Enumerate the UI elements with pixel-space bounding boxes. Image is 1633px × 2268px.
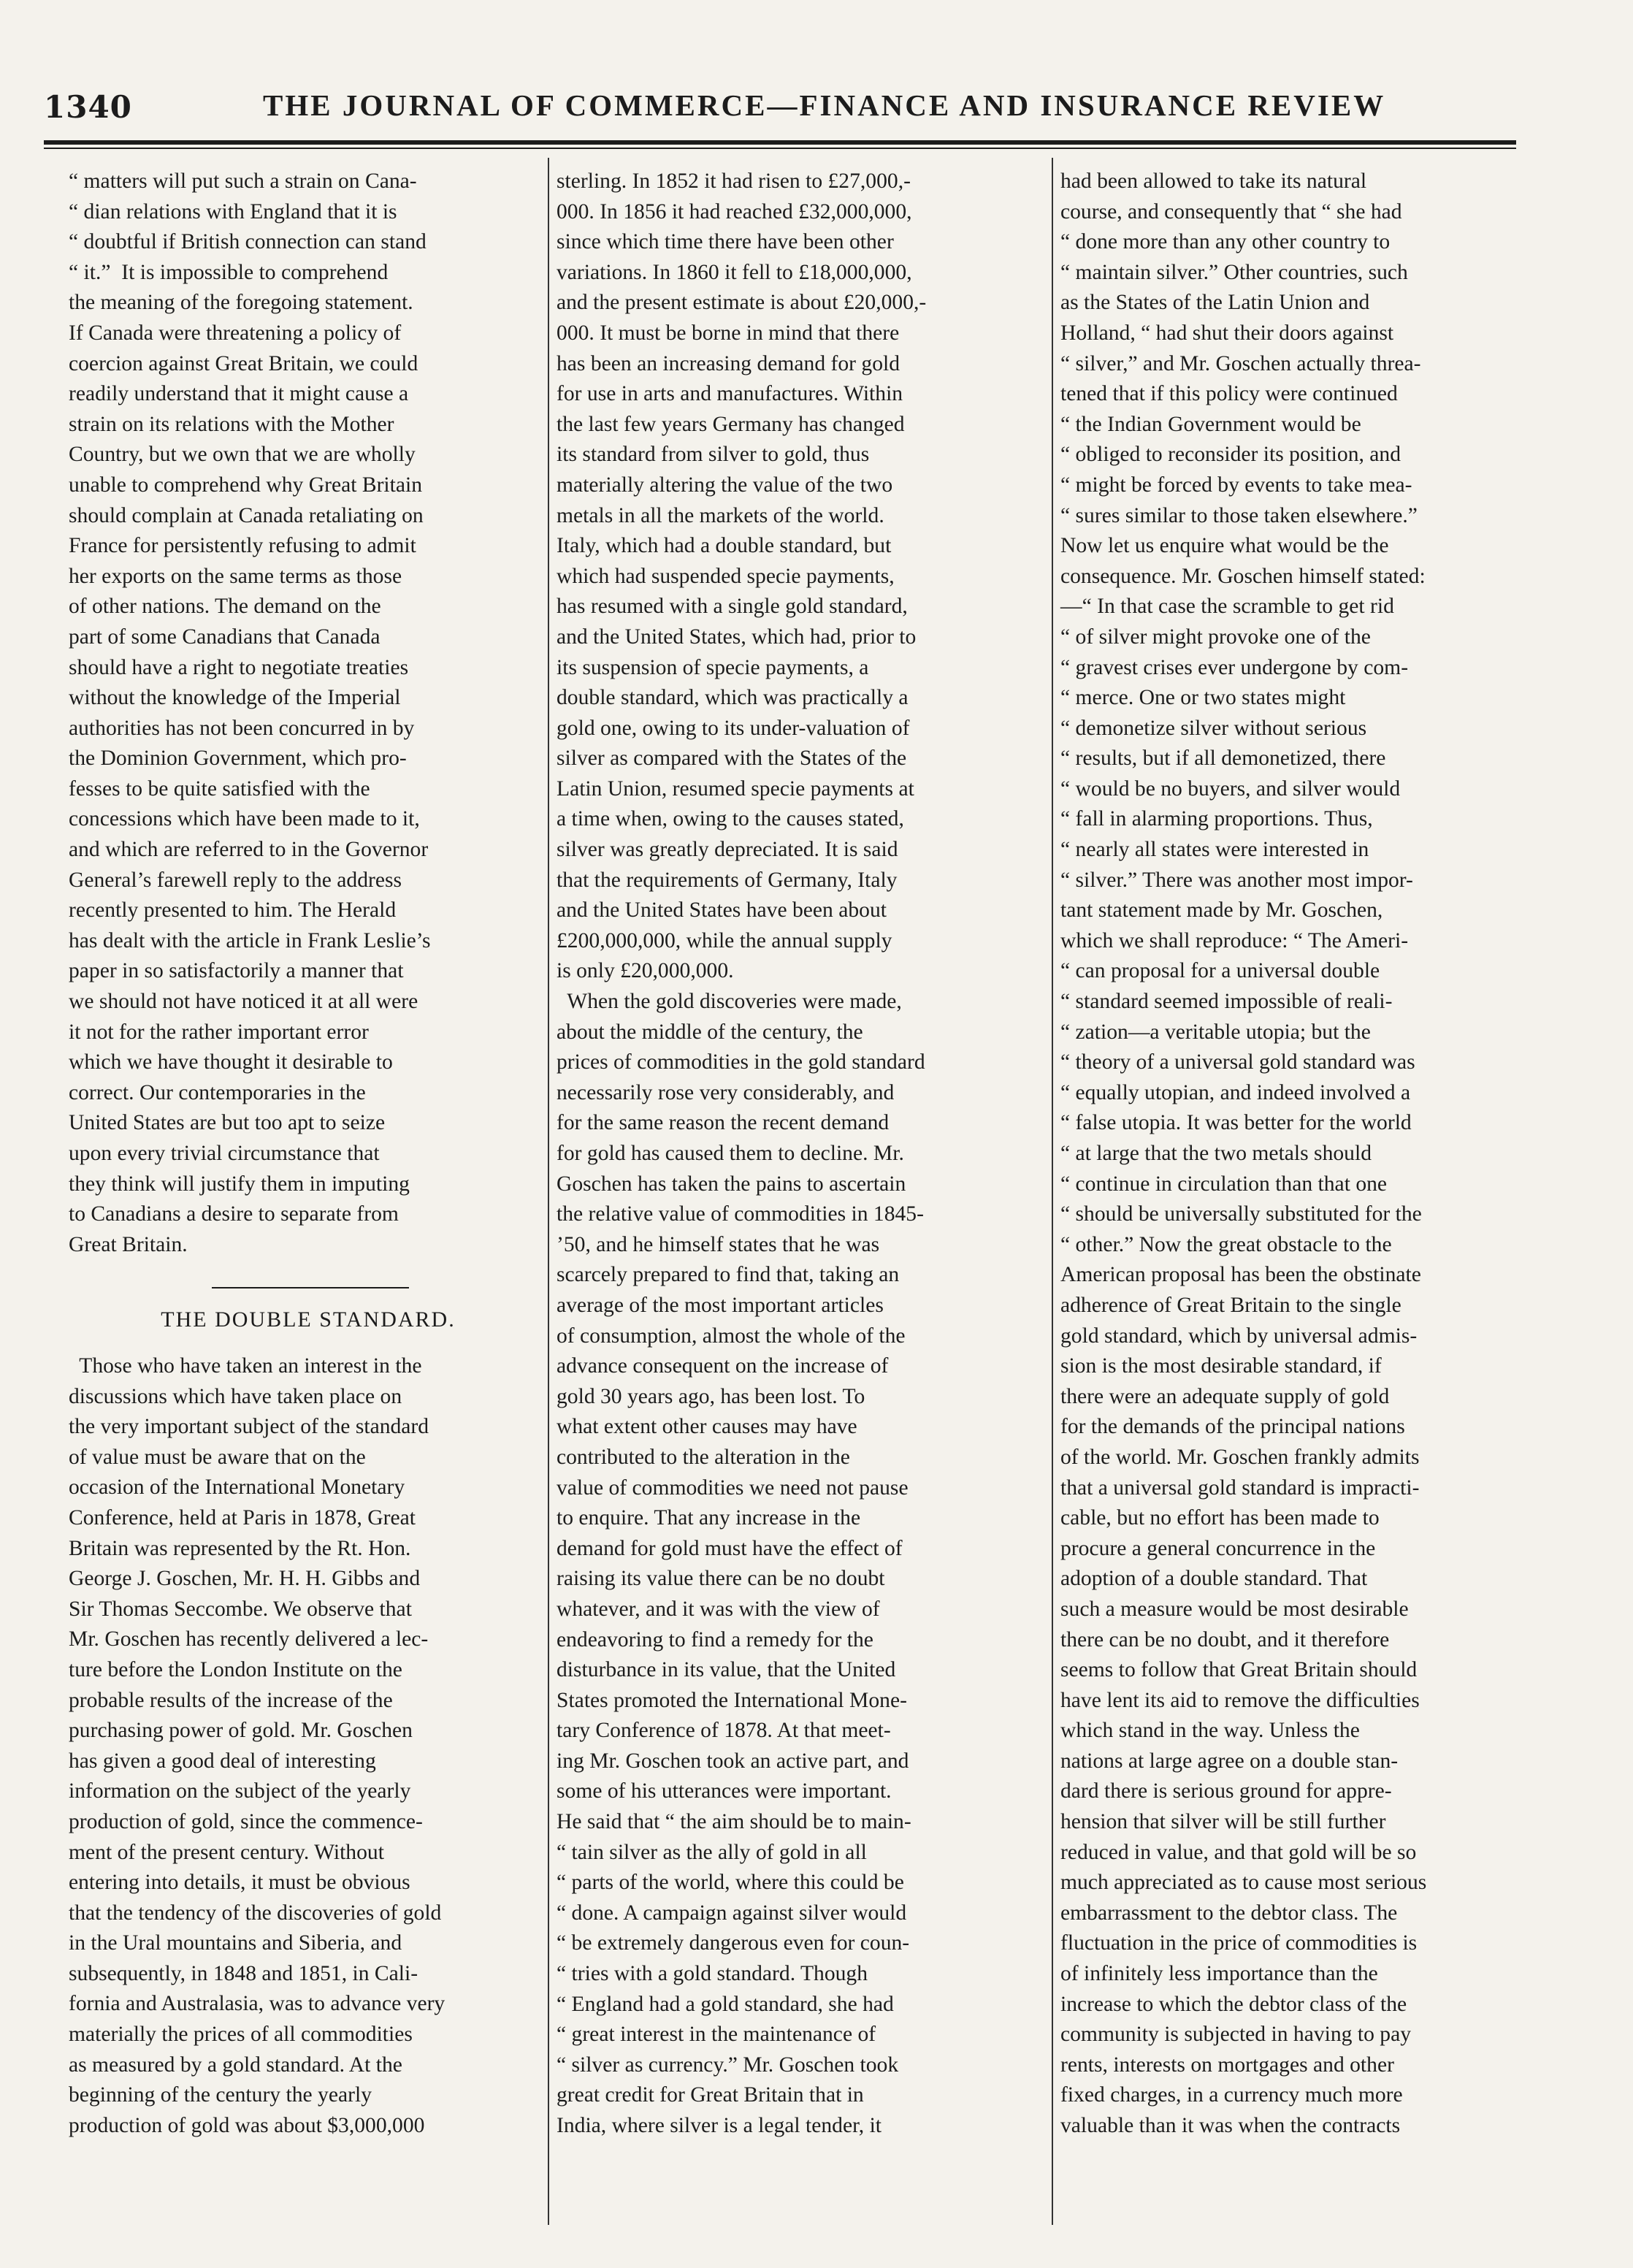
text-line: American proposal has been the obstinate bbox=[1060, 1263, 1421, 1287]
text-line: which we shall reproduce: “ The Ameri- bbox=[1060, 928, 1409, 952]
text-line: “ demonetize silver without serious bbox=[1060, 716, 1367, 740]
text-line: and which are referred to in the Governor bbox=[69, 838, 429, 862]
text-line: Country, but we own that we are wholly bbox=[69, 443, 416, 467]
text-line: fornia and Australasia, was to advance very bbox=[69, 1992, 445, 2016]
text-line: production of gold was about $3,000,000 bbox=[69, 2113, 425, 2137]
text-line: coercion against Great Britain, we could bbox=[69, 351, 418, 375]
text-line: “ standard seemed impossible of reali- bbox=[1060, 990, 1393, 1014]
text-line: cable, but no effort has been made to bbox=[1060, 1506, 1380, 1530]
text-line: we should not have noticed it at all were bbox=[69, 990, 418, 1014]
text-line: materially the prices of all commodities bbox=[69, 2023, 413, 2047]
text-line: Mr. Goschen has recently delivered a lec- bbox=[69, 1627, 429, 1652]
page-number: 1340 bbox=[44, 89, 132, 125]
text-line: General’s farewell reply to the address bbox=[69, 868, 402, 892]
text-line: that a universal gold standard is impracti- bbox=[1060, 1475, 1420, 1500]
text-line: “ nearly all states were interested in bbox=[1060, 838, 1369, 862]
column-1-top bbox=[69, 167, 548, 1260]
text-line: variations. In 1860 it fell to £18,000,000, bbox=[557, 260, 912, 284]
text-line: “ matters will put such a strain on Cana- bbox=[69, 169, 417, 193]
text-line: “ sures similar to those taken elsewhere.” bbox=[1060, 503, 1418, 527]
text-line: “ should be universally substituted for the bbox=[1060, 1202, 1422, 1226]
text-line: adherence of Great Britain to the single bbox=[1060, 1293, 1401, 1317]
text-line: rents, interests on mortgages and other bbox=[1060, 2053, 1394, 2077]
header-rule bbox=[44, 140, 1516, 145]
text-line: it not for the rather important error bbox=[69, 1020, 369, 1044]
text-line: much appreciated as to cause most serious bbox=[1060, 1871, 1427, 1895]
text-line: “ dian relations with England that it is bbox=[69, 199, 397, 224]
text-line: has dealt with the article in Frank Leslie’s bbox=[69, 928, 431, 952]
text-line: prices of commodities in the gold standard bbox=[557, 1050, 925, 1074]
text-line: “ continue in circulation than that one bbox=[1060, 1172, 1388, 1196]
text-line: that the requirements of Germany, Italy bbox=[557, 868, 898, 892]
text-line: “ merce. One or two states might bbox=[1060, 686, 1346, 710]
text-line: He said that “ the aim should be to main- bbox=[557, 1810, 911, 1834]
text-line: tary Conference of 1878. At that meet- bbox=[557, 1719, 891, 1743]
text-line: ing Mr. Goschen took an active part, and bbox=[557, 1749, 909, 1773]
text-line: United States are but too apt to seize bbox=[69, 1111, 386, 1135]
text-line: embarrassment to the debtor class. The bbox=[1060, 1901, 1398, 1925]
text-line: “ doubtful if British connection can stand bbox=[69, 230, 427, 254]
text-line: Sir Thomas Seccombe. We observe that bbox=[69, 1597, 412, 1621]
text-line: the Dominion Government, which pro- bbox=[69, 747, 407, 771]
text-line: Now let us enquire what would be the bbox=[1060, 534, 1389, 558]
text-line: probable results of the increase of the bbox=[69, 1688, 393, 1712]
text-line: part of some Canadians that Canada bbox=[69, 625, 380, 649]
text-line: community is subjected in having to pay bbox=[1060, 2023, 1412, 2047]
text-line: discussions which have taken place on bbox=[69, 1384, 402, 1408]
text-line: “ other.” Now the great obstacle to the bbox=[1060, 1232, 1392, 1256]
text-line: States promoted the International Mone- bbox=[557, 1688, 907, 1712]
text-line: paper in so satisfactorily a manner that bbox=[69, 959, 404, 983]
text-line: “ parts of the world, where this could be bbox=[557, 1871, 904, 1895]
text-line: “ obliged to reconsider its position, and bbox=[1060, 443, 1401, 467]
text-line: such a measure would be most desirable bbox=[1060, 1597, 1409, 1621]
text-line: scarcely prepared to find that, taking an bbox=[557, 1263, 900, 1287]
text-line: “ tries with a gold standard. Though bbox=[557, 1962, 868, 1986]
text-line: without the knowledge of the Imperial bbox=[69, 686, 401, 710]
text-line: “ great interest in the maintenance of bbox=[557, 2023, 876, 2047]
text-line: Great Britain. bbox=[69, 1232, 188, 1256]
text-line: Conference, held at Paris in 1878, Great bbox=[69, 1505, 416, 1530]
text-line: whatever, and it was with the view of bbox=[557, 1597, 880, 1621]
text-line: readily understand that it might cause a bbox=[69, 382, 409, 406]
text-line: disturbance in its value, that the United bbox=[557, 1658, 896, 1682]
text-line: demand for gold must have the effect of bbox=[557, 1536, 903, 1560]
text-line: “ England had a gold standard, she had bbox=[557, 1992, 894, 2016]
text-line: had been allowed to take its natural bbox=[1060, 169, 1367, 193]
text-line: of other nations. The demand on the bbox=[69, 595, 381, 619]
text-line: in the Ural mountains and Siberia, and bbox=[69, 1931, 402, 1955]
text-line: have lent its aid to remove the difficulties bbox=[1060, 1688, 1420, 1712]
text-line: “ equally utopian, and indeed involved a bbox=[1060, 1080, 1411, 1104]
text-line: India, where silver is a legal tender, it bbox=[557, 2114, 882, 2137]
text-line: gold one, owing to its under-valuation of bbox=[557, 716, 910, 740]
text-line: “ fall in alarming proportions. Thus, bbox=[1060, 807, 1373, 831]
text-line: “ zation—a veritable utopia; but the bbox=[1060, 1020, 1371, 1044]
text-line: advance consequent on the increase of bbox=[557, 1354, 889, 1378]
text-line: since which time there have been other bbox=[557, 230, 894, 254]
text-line: which had suspended specie payments, bbox=[557, 564, 895, 588]
text-line: fesses to be quite satisfied with the bbox=[69, 776, 370, 801]
text-line: of consumption, almost the whole of the bbox=[557, 1324, 906, 1348]
text-line: as the States of the Latin Union and bbox=[1060, 291, 1370, 315]
text-line: “ would be no buyers, and silver would bbox=[1060, 776, 1401, 801]
text-line: seems to follow that Great Britain should bbox=[1060, 1658, 1418, 1682]
text-line: “ of silver might provoke one of the bbox=[1060, 625, 1371, 649]
text-line: beginning of the century the yearly bbox=[69, 2083, 372, 2107]
text-line: value of commodities we need not pause bbox=[557, 1475, 909, 1500]
text-line: some of his utterances were important. bbox=[557, 1779, 892, 1803]
text-line: ture before the London Institute on the bbox=[69, 1657, 402, 1681]
text-line: there can be no doubt, and it therefore bbox=[1060, 1627, 1390, 1652]
text-line: fixed charges, in a currency much more bbox=[1060, 2083, 1403, 2107]
text-line: about the middle of the century, the bbox=[557, 1020, 863, 1044]
text-line: and the present estimate is about £20,000,- bbox=[557, 291, 927, 315]
text-line: £200,000,000, while the annual supply bbox=[557, 928, 892, 952]
text-line: her exports on the same terms as those bbox=[69, 564, 402, 588]
text-line: a time when, owing to the causes stated, bbox=[557, 807, 904, 831]
text-line: the relative value of commodities in 1845- bbox=[557, 1202, 924, 1226]
text-line: “ gravest crises ever undergone by com- bbox=[1060, 655, 1409, 679]
text-line: hension that silver will be still further bbox=[1060, 1810, 1386, 1834]
text-line: the very important subject of the standard bbox=[69, 1415, 429, 1439]
text-line: for gold has caused them to decline. Mr. bbox=[557, 1142, 904, 1165]
text-line: information on the subject of the yearly bbox=[69, 1779, 411, 1803]
column-2 bbox=[557, 167, 1046, 2142]
text-line: which we have thought it desirable to bbox=[69, 1050, 393, 1074]
text-line: production of gold, since the commence- bbox=[69, 1809, 423, 1833]
text-line: course, and consequently that “ she had bbox=[1060, 199, 1402, 224]
text-line: great credit for Great Britain that in bbox=[557, 2083, 864, 2107]
text-line: of value must be aware that on the bbox=[69, 1445, 366, 1469]
text-line: should complain at Canada retaliating on bbox=[69, 503, 424, 527]
text-line: which stand in the way. Unless the bbox=[1060, 1719, 1360, 1743]
text-line: of the world. Mr. Goschen frankly admits bbox=[1060, 1445, 1420, 1469]
text-line: “ silver,” and Mr. Goschen actually threa- bbox=[1060, 351, 1421, 375]
article-heading: THE DOUBLE STANDARD. bbox=[161, 1307, 456, 1332]
text-line: of infinitely less importance than the bbox=[1060, 1962, 1378, 1986]
column-3 bbox=[1060, 167, 1545, 2142]
text-line: “ results, but if all demonetized, there bbox=[1060, 747, 1386, 771]
text-line: “ might be forced by events to take mea- bbox=[1060, 473, 1412, 497]
text-line: valuable than it was when the contracts bbox=[1060, 2114, 1401, 2137]
text-line: average of the most important articles bbox=[557, 1293, 884, 1317]
text-line: “ silver as currency.” Mr. Goschen took bbox=[557, 2053, 899, 2077]
text-line: increase to which the debtor class of the bbox=[1060, 1992, 1407, 2016]
text-line: fluctuation in the price of commodities is bbox=[1060, 1931, 1418, 1955]
text-line: metals in all the markets of the world. bbox=[557, 503, 884, 527]
text-line: If Canada were threatening a policy of bbox=[69, 321, 402, 345]
text-line: they think will justify them in imputing bbox=[69, 1172, 410, 1196]
text-line: “ the Indian Government would be bbox=[1060, 412, 1361, 436]
text-line: authorities has not been concurred in by bbox=[69, 716, 415, 740]
text-line: is only £20,000,000. bbox=[557, 959, 734, 983]
text-line: its standard from silver to gold, thus bbox=[557, 443, 870, 467]
text-line: that the tendency of the discoveries of gold bbox=[69, 1901, 442, 1925]
text-line: should have a right to negotiate treaties bbox=[69, 655, 409, 679]
column-1-bottom bbox=[69, 1351, 548, 2141]
text-line: correct. Our contemporaries in the bbox=[69, 1080, 366, 1104]
text-line: “ false utopia. It was better for the world bbox=[1060, 1111, 1412, 1135]
text-line: procure a general concurrence in the bbox=[1060, 1536, 1376, 1560]
text-line: strain on its relations with the Mother bbox=[69, 412, 394, 436]
text-line: When the gold discoveries were made, bbox=[557, 990, 902, 1014]
text-line: sterling. In 1852 it had risen to £27,000,- bbox=[557, 169, 911, 193]
text-line: to Canadians a desire to separate from bbox=[69, 1202, 399, 1226]
text-line: 000. In 1856 it had reached £32,000,000, bbox=[557, 199, 912, 224]
text-line: “ done. A campaign against silver would bbox=[557, 1901, 907, 1925]
text-line: recently presented to him. The Herald bbox=[69, 898, 397, 923]
text-line: has given a good deal of interesting bbox=[69, 1749, 376, 1773]
text-line: “ can proposal for a universal double bbox=[1060, 959, 1380, 983]
text-line: there were an adequate supply of gold bbox=[1060, 1384, 1390, 1408]
text-line: upon every trivial circumstance that bbox=[69, 1142, 380, 1165]
text-line: as measured by a gold standard. At the bbox=[69, 2053, 402, 2077]
column-divider bbox=[548, 158, 549, 2225]
text-line: contributed to the alteration in the bbox=[557, 1445, 850, 1469]
text-line: occasion of the International Monetary bbox=[69, 1475, 405, 1500]
text-line: concessions which have been made to it, bbox=[69, 807, 420, 831]
text-line: and the United States, which had, prior to bbox=[557, 625, 917, 649]
text-line: silver as compared with the States of the bbox=[557, 747, 907, 771]
text-line: has been an increasing demand for gold bbox=[557, 351, 900, 375]
text-line: France for persistently refusing to admit bbox=[69, 534, 416, 558]
text-line: to enquire. That any increase in the bbox=[557, 1506, 861, 1530]
header-rule-thin bbox=[44, 148, 1516, 149]
text-line: what extent other causes may have bbox=[557, 1415, 857, 1439]
text-line: raising its value there can be no doubt bbox=[557, 1567, 885, 1591]
text-line: necessarily rose very considerably, and bbox=[557, 1080, 895, 1104]
text-line: entering into details, it must be obvious bbox=[69, 1871, 410, 1895]
text-line: has resumed with a single gold standard, bbox=[557, 595, 908, 619]
text-line: unable to comprehend why Great Britain bbox=[69, 473, 423, 497]
text-line: silver was greatly depreciated. It is said bbox=[557, 838, 898, 862]
text-line: gold 30 years ago, has been lost. To bbox=[557, 1384, 865, 1408]
text-line: Britain was represented by the Rt. Hon. bbox=[69, 1536, 411, 1560]
column-divider bbox=[1052, 158, 1053, 2225]
text-line: endeavoring to find a remedy for the bbox=[557, 1627, 873, 1652]
text-line: tant statement made by Mr. Goschen, bbox=[1060, 898, 1383, 923]
text-line: “ done more than any other country to bbox=[1060, 230, 1391, 254]
text-line: 000. It must be borne in mind that there bbox=[557, 321, 900, 345]
section-separator bbox=[212, 1287, 409, 1288]
text-line: “ silver.” There was another most impor- bbox=[1060, 868, 1413, 892]
text-line: gold standard, which by universal admis- bbox=[1060, 1324, 1418, 1348]
text-line: Latin Union, resumed specie payments at bbox=[557, 776, 914, 801]
text-line: “ at large that the two metals should bbox=[1060, 1142, 1372, 1165]
page-header bbox=[44, 86, 1512, 137]
text-line: the meaning of the foregoing statement. bbox=[69, 291, 413, 315]
text-line: “ maintain silver.” Other countries, such bbox=[1060, 260, 1408, 284]
text-line: “ be extremely dangerous even for coun- bbox=[557, 1931, 910, 1955]
text-line: dard there is serious ground for appre- bbox=[1060, 1779, 1392, 1803]
text-line: subsequently, in 1848 and 1851, in Cali- bbox=[69, 1961, 418, 1985]
text-line: purchasing power of gold. Mr. Goschen bbox=[69, 1719, 413, 1743]
text-line: —“ In that case the scramble to get rid bbox=[1060, 595, 1394, 619]
text-line: materially altering the value of the two bbox=[557, 473, 893, 497]
text-line: adoption of a double standard. That bbox=[1060, 1567, 1368, 1591]
text-line: consequence. Mr. Goschen himself stated: bbox=[1060, 564, 1426, 588]
text-line: the last few years Germany has changed bbox=[557, 412, 905, 436]
text-line: Holland, “ had shut their doors against bbox=[1060, 321, 1394, 345]
text-line: its suspension of specie payments, a bbox=[557, 655, 869, 679]
text-line: Goschen has taken the pains to ascertain bbox=[557, 1172, 906, 1196]
journal-title: THE JOURNAL OF COMMERCE—FINANCE AND INSURANCE REVIEW bbox=[263, 88, 1386, 122]
text-line: sion is the most desirable standard, if bbox=[1060, 1354, 1382, 1378]
text-line: ment of the present century. Without bbox=[69, 1840, 384, 1864]
text-line: “ tain silver as the ally of gold in all bbox=[557, 1840, 867, 1864]
text-line: George J. Goschen, Mr. H. H. Gibbs and bbox=[69, 1567, 421, 1591]
text-line: “ it.” It is impossible to comprehend bbox=[69, 260, 389, 284]
text-line: nations at large agree on a double stan- bbox=[1060, 1749, 1399, 1773]
text-line: reduced in value, and that gold will be so bbox=[1060, 1840, 1417, 1864]
text-line: “ theory of a universal gold standard was bbox=[1060, 1050, 1415, 1074]
text-line: Those who have taken an interest in the bbox=[69, 1354, 422, 1378]
text-line: Italy, which had a double standard, but bbox=[557, 534, 892, 558]
text-line: for the same reason the recent demand bbox=[557, 1111, 890, 1135]
text-line: double standard, which was practically a bbox=[557, 686, 909, 710]
text-line: ’50, and he himself states that he was bbox=[557, 1232, 880, 1256]
text-line: for the demands of the principal nations bbox=[1060, 1415, 1405, 1439]
text-line: tened that if this policy were continued bbox=[1060, 382, 1398, 406]
text-line: and the United States have been about bbox=[557, 898, 887, 923]
text-line: for use in arts and manufactures. Within bbox=[557, 382, 903, 406]
